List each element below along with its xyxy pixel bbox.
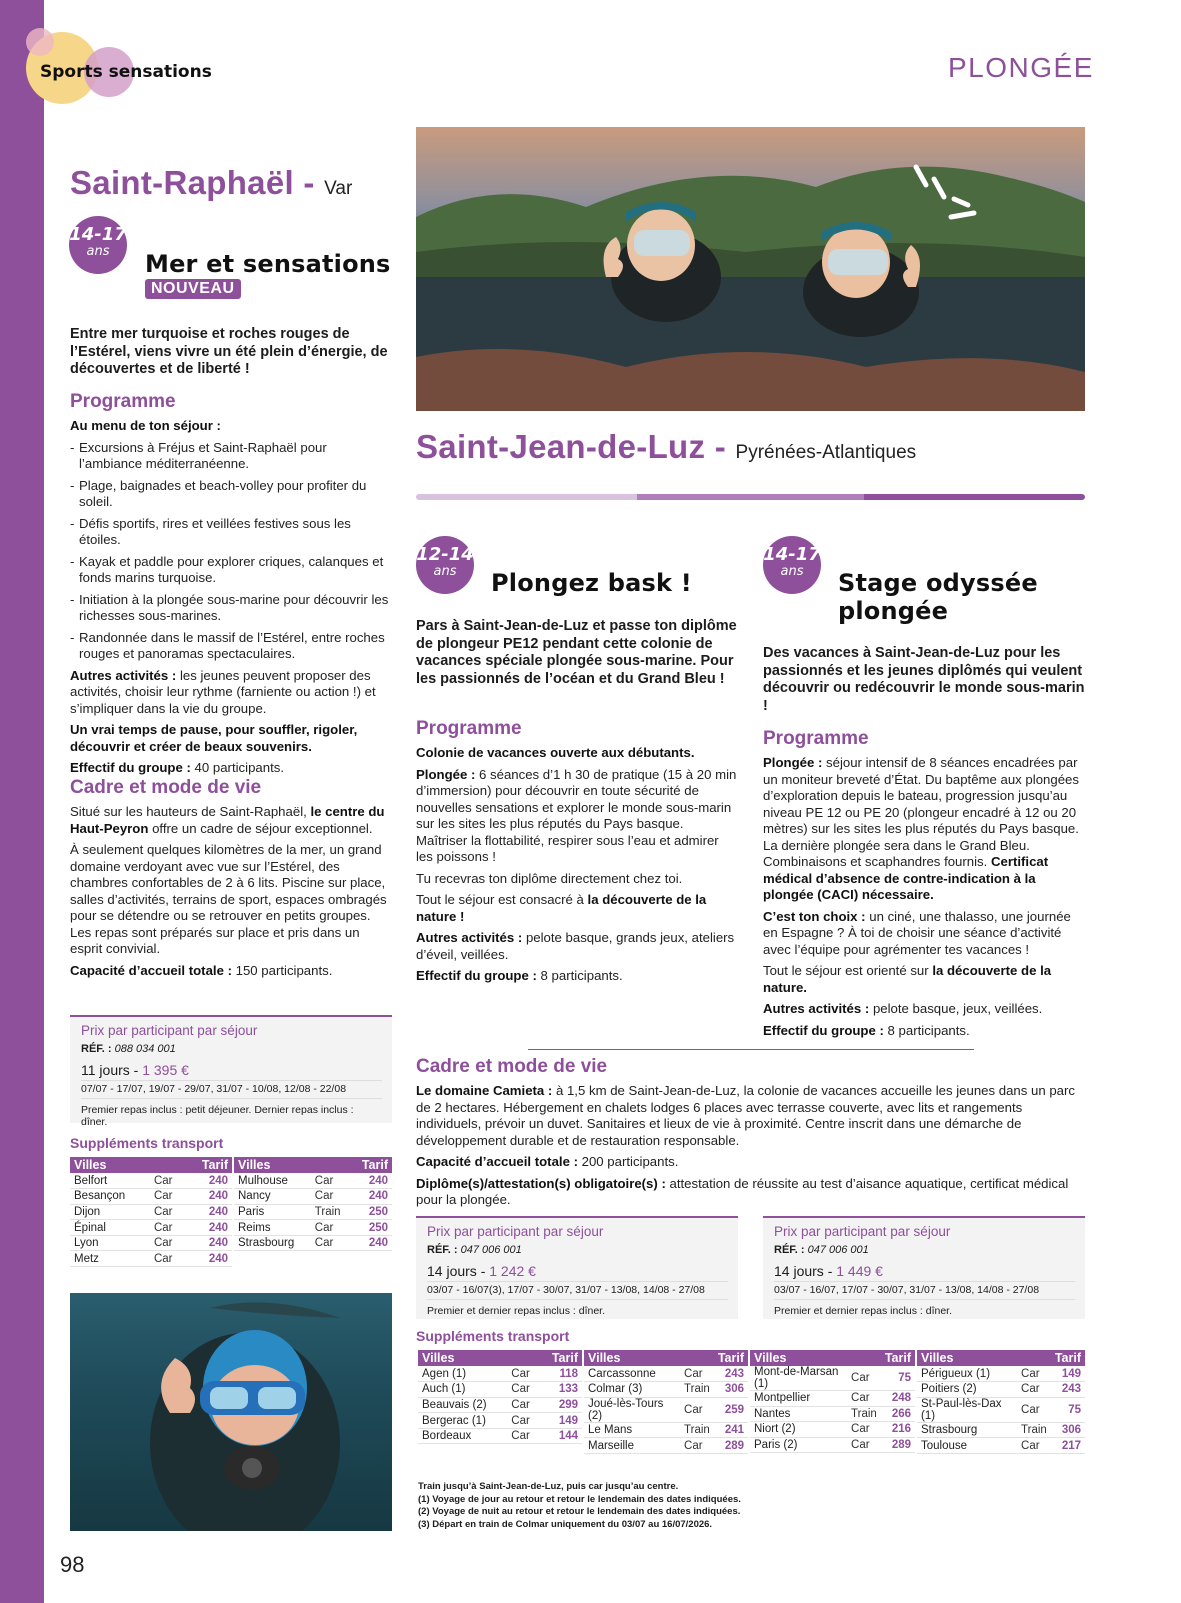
mode-cell: Train [680, 1382, 714, 1398]
mode-cell: Car [507, 1413, 540, 1429]
table-row [418, 1397, 582, 1413]
mode-cell: Car [680, 1366, 714, 1382]
table-row [418, 1428, 582, 1444]
age-badge: 14-17 ans [763, 536, 821, 594]
price-cell: 216 [881, 1422, 915, 1438]
price-cell: 259 [714, 1397, 748, 1422]
transport-table-left-2: Villes Tarif Mulhouse Car 240 Nancy Car 240 Paris Train 250 Reims Car 250 Strasbourg Car 240 [234, 1157, 392, 1251]
city-cell: Périgueux (1) [917, 1366, 1017, 1382]
region-var: Var [324, 178, 353, 199]
city-cell: Reims [234, 1220, 311, 1236]
table-row [750, 1391, 915, 1407]
city-cell: Bordeaux [418, 1428, 507, 1444]
city-cell: Colmar (3) [584, 1382, 680, 1398]
intro-stage-odyssee: Des vacances à Saint-Jean-de-Luz pour les passionnés et les jeunes diplômés qui veulent découvrir ou redécouvrir le monde sous-marin ! [763, 645, 1085, 714]
city-cell: Niort (2) [750, 1422, 847, 1438]
table-row [750, 1406, 915, 1422]
transport-table-right-3: Villes Tarif Mont-de-Marsan (1) Car 75 Montpellier Car 248 Nantes Train 266 Niort (2) Car 216 Paris (2) Car 289 [750, 1350, 915, 1453]
table-row [70, 1220, 232, 1236]
price-cell: 240 [351, 1173, 392, 1189]
city-cell: Mulhouse [234, 1173, 311, 1189]
list-item: - Initiation à la plongée sous-marine pour découvrir les richesses sous-marines. [70, 592, 392, 625]
table-row [750, 1437, 915, 1453]
price-value: 1 449 € [836, 1263, 883, 1279]
programme-heading: Programme [763, 728, 869, 749]
price-cell: 240 [351, 1235, 392, 1251]
city-cell: Bergerac (1) [418, 1413, 507, 1429]
transport-table-right-1: Villes Tarif Agen (1) Car 118 Auch (1) Car 133 Beauvais (2) Car 299 Bergerac (1) Car 149 Bordeaux Car 144 [418, 1350, 582, 1444]
title-divider [416, 494, 1085, 500]
badge-circle-small [26, 28, 54, 56]
city-cell: Dijon [70, 1204, 150, 1220]
city-title-saint-jean-de-luz: Saint-Jean-de-Luz - Pyrénées-Atlantiques [416, 428, 917, 465]
age-badge: 12-14 ans [416, 536, 474, 594]
page-number: 98 [60, 1552, 85, 1577]
mode-cell: Car [311, 1173, 351, 1189]
mode-cell: Car [680, 1438, 714, 1454]
price-box: Prix par participant par séjour RÉF. : 088 034 001 11 jours - 1 395 € 07/07 - 17/07, 19/07 - 29/07, 31/07 - 10/08, 12/08 - 22/08 Premier repas inclus : petit déjeuner. Dernier repas inclus : dîner. [70, 1015, 392, 1123]
city-cell: Paris (2) [750, 1437, 847, 1453]
price-value: 1 242 € [489, 1263, 536, 1279]
programme-heading: Programme [416, 718, 522, 739]
transport-table-left: Villes Tarif Belfort Car 240 Besançon Car 240 Dijon Car 240 Épinal Car 240 Lyon Car 240 Metz Car 240 [70, 1157, 232, 1267]
price-cell: 75 [881, 1366, 915, 1391]
price-cell: 250 [351, 1204, 392, 1220]
city-cell: Marseille [584, 1438, 680, 1454]
price-box: Prix par participant par séjour RÉF. : 047 006 001 14 jours - 1 449 € 03/07 - 16/07, 17/07 - 30/07, 31/07 - 13/08, 14/08 - 27/08 Premier et dernier repas inclus : dîner. [763, 1216, 1085, 1319]
table-row [917, 1422, 1085, 1438]
price-cell: 306 [714, 1382, 748, 1398]
mode-cell: Car [150, 1235, 186, 1251]
city-cell: Épinal [70, 1220, 150, 1236]
price-cell: 149 [1051, 1366, 1085, 1382]
table-row [584, 1366, 748, 1382]
list-item: - Kayak et paddle pour explorer criques, calanques et fonds marins turquoise. [70, 554, 392, 587]
mode-cell: Car [311, 1235, 351, 1251]
intro-saint-raphael: Entre mer turquoise et roches rouges de l’Estérel, viens vivre un été plein d’énergie, de découvertes et de liberté ! [70, 326, 388, 377]
price-cell: 240 [186, 1220, 232, 1236]
section-label: Sports sensations [40, 62, 212, 82]
table-row [234, 1235, 392, 1251]
city-cell: Agen (1) [418, 1366, 507, 1382]
programme-heading: Programme [70, 391, 176, 412]
programme-text-stay1: Colonie de vacances ouverte aux débutants. Plongée : 6 séances d’1 h 30 de pratique (15 à 20 min d’immersion) pour découvrir en toute sécurité de nouvelles sensations et explorer le monde sous-marin sur les sites les plus réputés du Pays basque. Maîtriser la flottabilité, respirer sous l’eau et admirer les poissons ! Tu recevras ton diplôme directement chez toi. Tout le séjour est consacré à la découverte de la nature ! Autres activités : pelote basque, grands jeux, ateliers d’éveil, veillées. Effectif du groupe : 8 participants. [416, 745, 737, 983]
region-pyrenees: Pyrénées-Atlantiques [735, 442, 917, 463]
mode-cell: Car [150, 1173, 186, 1189]
mode-cell: Train [311, 1204, 351, 1220]
table-row [584, 1397, 748, 1422]
cadre-text-right: Le domaine Camieta : à 1,5 km de Saint-Jean-de-Luz, la colonie de vacances accueille les jeunes dans un parc de 2 hectares. Hébergement en chalets lodges 6 places avec terrasse couverte, avec lits et rangements individuels, prévoir un duvet. Sanitaires et lieux de vie à proximité. Centre inscrit dans une démarche de développement durable et de restauration responsable. Capacité d’accueil totale : 200 participants. Diplôme(s)/attestation(s) obligatoire(s) : attestation de réussite au test d’aisance aquatique, certificat médical pour la plongée. [416, 1083, 1075, 1207]
table-row [70, 1173, 232, 1189]
transport-notes: Train jusqu’à Saint-Jean-de-Luz, puis car jusqu’au centre. (1) Voyage de jour au retour et retour le lendemain des dates indiquées. (2) Voyage de nuit au retour et retour le lendemain des dates indiquées. (3) Départ en train de Colmar uniquement du 03/07 au 16/07/2026. [418, 1481, 741, 1530]
price-cell: 75 [1051, 1397, 1085, 1422]
mode-cell: Car [847, 1366, 881, 1391]
stay-title-mer-et-sensations: Mer et sensations [145, 250, 391, 278]
table-row [917, 1382, 1085, 1398]
price-cell: 149 [540, 1413, 582, 1429]
table-row [70, 1204, 232, 1220]
table-row [750, 1366, 915, 1391]
programme-text-stay2: Plongée : séjour intensif de 8 séances encadrées par un moniteur breveté d’État. Du baptême aux plongées d’exploration depuis le bateau, progression jusqu’au niveau PE 12 ou PE 20 (plongeur encadré à 12 ou 20 mètres) sur les sites les plus réputés du Pays basque. La dernière plongée sera dans le Grand Bleu. Combinaisons et scaphandres fournis. Certificat médical d’absence de contre-indication à la plongée (CACI) nécessaire. C’est ton choix : un ciné, une thalasso, une journée en Espagne ? À toi de choisir une séance d’activité avec l’équipe pour agrémenter tes vacances ! Tout le séjour est orienté sur la découverte de la nature. Autres activités : pelote basque, jeux, veillées. Effectif du groupe : 8 participants. [763, 755, 1079, 1038]
city-cell: Metz [70, 1251, 150, 1267]
city-cell: Beauvais (2) [418, 1397, 507, 1413]
city-cell: Toulouse [917, 1438, 1017, 1454]
price-cell: 241 [714, 1422, 748, 1438]
price-cell: 243 [714, 1366, 748, 1382]
category-title: PLONGÉE [948, 52, 1094, 83]
mode-cell: Car [1017, 1366, 1051, 1382]
mode-cell: Car [150, 1251, 186, 1267]
mode-cell: Car [1017, 1438, 1051, 1454]
age-badge: 14-17 ans [69, 216, 127, 274]
city-cell: Besançon [70, 1189, 150, 1205]
list-item: - Randonnée dans le massif de l’Estérel, entre roches rouges et panoramas spectaculaires. [70, 630, 392, 663]
mode-cell: Car [507, 1382, 540, 1398]
price-cell: 250 [351, 1220, 392, 1236]
stay-title-stage-odyssee: Stage odyssée plongée [838, 569, 1038, 625]
mode-cell: Car [311, 1189, 351, 1205]
price-cell: 266 [881, 1406, 915, 1422]
mode-cell: Car [847, 1391, 881, 1407]
price-box: Prix par participant par séjour RÉF. : 047 006 001 14 jours - 1 242 € 03/07 - 16/07(3), 17/07 - 30/07, 31/07 - 13/08, 14/08 - 27/08 Premier et dernier repas inclus : dîner. [416, 1216, 738, 1319]
mode-cell: Car [311, 1220, 351, 1236]
city-cell: Joué-lès-Tours (2) [584, 1397, 680, 1422]
price-cell: 248 [881, 1391, 915, 1407]
table-row [234, 1189, 392, 1205]
supp-heading: Suppléments transport [416, 1328, 570, 1344]
price-value: 1 395 € [142, 1062, 189, 1078]
mode-cell: Car [150, 1204, 186, 1220]
city-cell: Belfort [70, 1173, 150, 1189]
city-title-saint-raphael: Saint-Raphaël - Var [70, 164, 353, 201]
city-cell: Nancy [234, 1189, 311, 1205]
city-cell: Montpellier [750, 1391, 847, 1407]
divider [528, 1049, 974, 1050]
price-cell: 299 [540, 1397, 582, 1413]
mode-cell: Car [507, 1366, 540, 1382]
city-cell: Strasbourg [917, 1422, 1017, 1438]
price-cell: 240 [186, 1189, 232, 1205]
stay-title-plongez-bask: Plongez bask ! [491, 569, 692, 597]
city-cell: Le Mans [584, 1422, 680, 1438]
new-badge: NOUVEAU [145, 279, 241, 299]
supp-heading: Suppléments transport [70, 1135, 224, 1151]
table-row [418, 1382, 582, 1398]
price-cell: 289 [714, 1438, 748, 1454]
mode-cell: Car [507, 1428, 540, 1444]
table-row [234, 1204, 392, 1220]
programme-list: Au menu de ton séjour : - Excursions à Fréjus et Saint-Raphaël pour l’ambiance méditerranéenne. - Plage, baignades et beach-volley pour profiter du soleil. - Défis sportifs, rires et veillées festives sous les étoiles. - Kayak et paddle pour explorer criques, calanques et fonds marins turquoise. - Initiation à la plongée sous-marine pour découvrir les richesses sous-marines. - Randonnée dans le massif de l’Estérel, entre roches rouges et panoramas spectaculaires. Autres activités : les jeunes peuvent proposer des activités, choisir leur rythme (farniente ou action !) et s’impliquer dans la vie du groupe. Un vrai temps de pause, pour souffler, rigoler, découvrir et créer de beaux souvenirs. Effectif du groupe : 40 participants. [70, 418, 392, 782]
price-cell: 118 [540, 1366, 582, 1382]
cadre-heading: Cadre et mode de vie [70, 777, 262, 798]
mode-cell: Car [150, 1220, 186, 1236]
mode-cell: Car [680, 1397, 714, 1422]
city-cell: St-Paul-lès-Dax (1) [917, 1397, 1017, 1422]
mode-cell: Car [847, 1422, 881, 1438]
cadre-heading: Cadre et mode de vie [416, 1056, 608, 1077]
mode-cell: Car [847, 1437, 881, 1453]
table-row [584, 1438, 748, 1454]
table-row [750, 1422, 915, 1438]
price-cell: 217 [1051, 1438, 1085, 1454]
price-cell: 240 [186, 1251, 232, 1267]
list-item: - Défis sportifs, rires et veillées festives sous les étoiles. [70, 516, 392, 549]
mode-cell: Train [847, 1406, 881, 1422]
mode-cell: Car [1017, 1382, 1051, 1398]
table-row [917, 1397, 1085, 1422]
mode-cell: Car [150, 1189, 186, 1205]
mode-cell: Train [680, 1422, 714, 1438]
photo-snorkelers [416, 127, 1085, 411]
city-cell: Auch (1) [418, 1382, 507, 1398]
mode-cell: Car [1017, 1397, 1051, 1422]
table-row [917, 1438, 1085, 1454]
city-cell: Poitiers (2) [917, 1382, 1017, 1398]
city-cell: Strasbourg [234, 1235, 311, 1251]
price-cell: 133 [540, 1382, 582, 1398]
table-row [70, 1251, 232, 1267]
price-cell: 144 [540, 1428, 582, 1444]
mode-cell: Car [507, 1397, 540, 1413]
price-cell: 240 [351, 1189, 392, 1205]
intro-plongez-bask: Pars à Saint-Jean-de-Luz et passe ton diplôme de plongeur PE12 pendant cette colonie de vacances spéciale plongée sous-marine. Pour les passionnés de l’océan et du Grand Bleu ! [416, 618, 737, 687]
city-cell: Paris [234, 1204, 311, 1220]
table-row [917, 1366, 1085, 1382]
mode-cell: Train [1017, 1422, 1051, 1438]
list-item: - Excursions à Fréjus et Saint-Raphaël pour l’ambiance méditerranéenne. [70, 440, 392, 473]
transport-table-right-2: Villes Tarif Carcassonne Car 243 Colmar (3) Train 306 Joué-lès-Tours (2) Car 259 Le Mans Train 241 Marseille Car 289 [584, 1350, 748, 1454]
city-cell: Mont-de-Marsan (1) [750, 1366, 847, 1391]
list-item: - Plage, baignades et beach-volley pour profiter du soleil. [70, 478, 392, 511]
table-row [234, 1220, 392, 1236]
price-cell: 240 [186, 1204, 232, 1220]
table-row [418, 1413, 582, 1429]
cadre-text: Situé sur les hauteurs de Saint-Raphaël, le centre du Haut-Peyron offre un cadre de séjour exceptionnel. À seulement quelques kilomètres de la mer, un grand domaine verdoyant avec vue sur l’Estérel, des chambres confortables de 2 à 6 lits. Piscine sur place, salles d’activités, terrains de sport, espaces ombragés pour se détendre ou se retrouver en petits groupes. Les repas sont préparés sur place et pris dans un esprit convivial. Capacité d’accueil totale : 150 participants. [70, 804, 387, 978]
table-row [70, 1235, 232, 1251]
city-cell: Nantes [750, 1406, 847, 1422]
city-cell: Lyon [70, 1235, 150, 1251]
side-band [0, 0, 44, 1603]
city-cell: Carcassonne [584, 1366, 680, 1382]
table-row [584, 1422, 748, 1438]
price-cell: 243 [1051, 1382, 1085, 1398]
table-row [234, 1173, 392, 1189]
table-row [584, 1382, 748, 1398]
price-cell: 240 [186, 1235, 232, 1251]
table-row [70, 1189, 232, 1205]
price-cell: 306 [1051, 1422, 1085, 1438]
table-row [418, 1366, 582, 1382]
price-cell: 240 [186, 1173, 232, 1189]
photo-underwater-diver [70, 1293, 392, 1531]
transport-table-right-4: Villes Tarif Périgueux (1) Car 149 Poitiers (2) Car 243 St-Paul-lès-Dax (1) Car 75 Strasbourg Train 306 Toulouse Car 217 [917, 1350, 1085, 1454]
price-cell: 289 [881, 1437, 915, 1453]
